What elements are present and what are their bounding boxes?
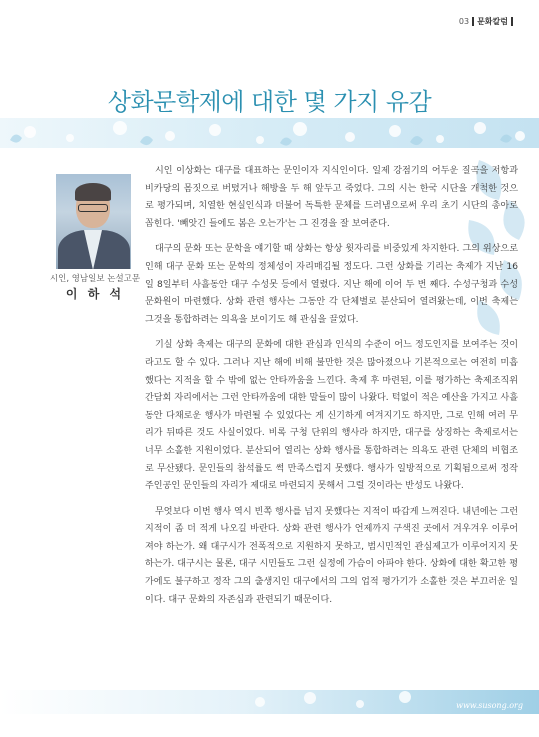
section-divider bbox=[472, 17, 474, 26]
paragraph-1: 시인 이상화는 대구를 대표하는 문인이자 지식인이다. 일제 강점기의 어두운 질곡을 저항과 비카당의 몸짓으로 버텼거나 해방을 두 해 앞두고 죽었다. 그의 시는 한국 시단을 개척한 것으로 평가되며, 치열한 현실인식과 더불어 독특한 문체를 드러냄으로써 우리 초기 시단의 총아로 꼽힌다. '빼앗긴 들에도 봄은 오는가'는 그 진경을 잘 보여준다. bbox=[145, 166, 518, 229]
section-name: 문화칼럼 bbox=[477, 17, 508, 26]
author-photo bbox=[56, 174, 131, 269]
author-name: 이 하 석 bbox=[65, 287, 125, 301]
author-affiliation: 시인, 영남일보 논설고문 bbox=[49, 274, 141, 284]
paragraph-4: 무엇보다 이번 행사 역시 빈쪽 행사를 넘지 못했다는 지적이 따갑게 느껴진다. 내년에는 그런 지적이 좀 더 적게 나오길 바란다. 상화 관련 행사가 언제까지 구색진 곳에서 겨우겨우 이루어져야 하는가. 왜 대구시가 전폭적으로 지원하지 못하고, 범시민적인 관심제고가 이루어지지 못하는가. 대구시는 물론, 대구 시민들도 그런 실정에 가슴이 아파야 한다. 상화에 대한 확고한 평가에도 불구하고 정작 그의 출생지인 대구에서의 그의 업적 평가기가 소홀한 것은 부끄러운 일이다. 대구 문화의 자존심과 관련되기 때문이다. bbox=[145, 506, 518, 605]
paragraph-2: 대구의 문화 또는 문학을 얘기할 때 상화는 항상 윗자리를 비중있게 차지한다. 그의 위상으로 인해 대구 문화 또는 문학의 정체성이 자리매김될 정도다. 그런 상화를 기리는 축제가 지난 16일 8일부터 사흘동안 대구 수성못 등에서 열렸다. 지난 해에 이어 두 번 째다. 수성구청과 수성문화원이 마련했다. 상화 관련 행사는 그동안 각 단체별로 분산되어 열려왔는데, 이번 축제는 그것을 통합하려는 의욕을 보이기도 해 관심을 끌었다. bbox=[145, 244, 518, 325]
page-number: 03 bbox=[458, 17, 470, 26]
paragraph-3: 기실 상화 축제는 대구의 문화에 대한 관심과 인식의 수준이 어느 정도인지를 보여주는 것이라고도 할 수 있다. 그러나 지난 해에 비해 불만한 것은 많아졌으나 기본적으로는 여전히 미흡했다는 지적을 할 수 밖에 없는 안타까움을 느낀다. 축제 후 마련된, 이를 평가하는 축제조직위 간담회 자리에서는 그런 안타까움에 대한 말들이 많이 나왔다. 턱없이 적은 예산을 가지고 사흘 동안 다채로운 행사가 마련될 수 있었다는 게 신기하게 여겨지기도 하지만, 그로 인해 여러 무리가 뒤따른 것도 사실이었다. 비록 구청 단위의 행사라 하지만, 대구를 상징하는 축제로서는 너무 소홀한 지원이었다. 분산되어 열리는 상화 행사를 통합하려는 의욕도 관련 단체의 비협조로 무산됐다. 문인들의 참석률도 썩 만족스럽지 못했다. 행사가 일방적으로 기획됨으로써 정작 주인공인 문인들의 자리가 제대로 마련되지 못해서 그럴 것이라는 반성도 나왔다. bbox=[145, 340, 518, 492]
site-url: www.susong.org bbox=[456, 701, 523, 710]
article-title: 상화문학제에 대한 몇 가지 유감 bbox=[107, 88, 432, 116]
page-header bbox=[459, 16, 513, 27]
footer-decoration bbox=[0, 676, 539, 720]
article-body bbox=[145, 163, 518, 617]
section-end-bar bbox=[511, 17, 513, 26]
